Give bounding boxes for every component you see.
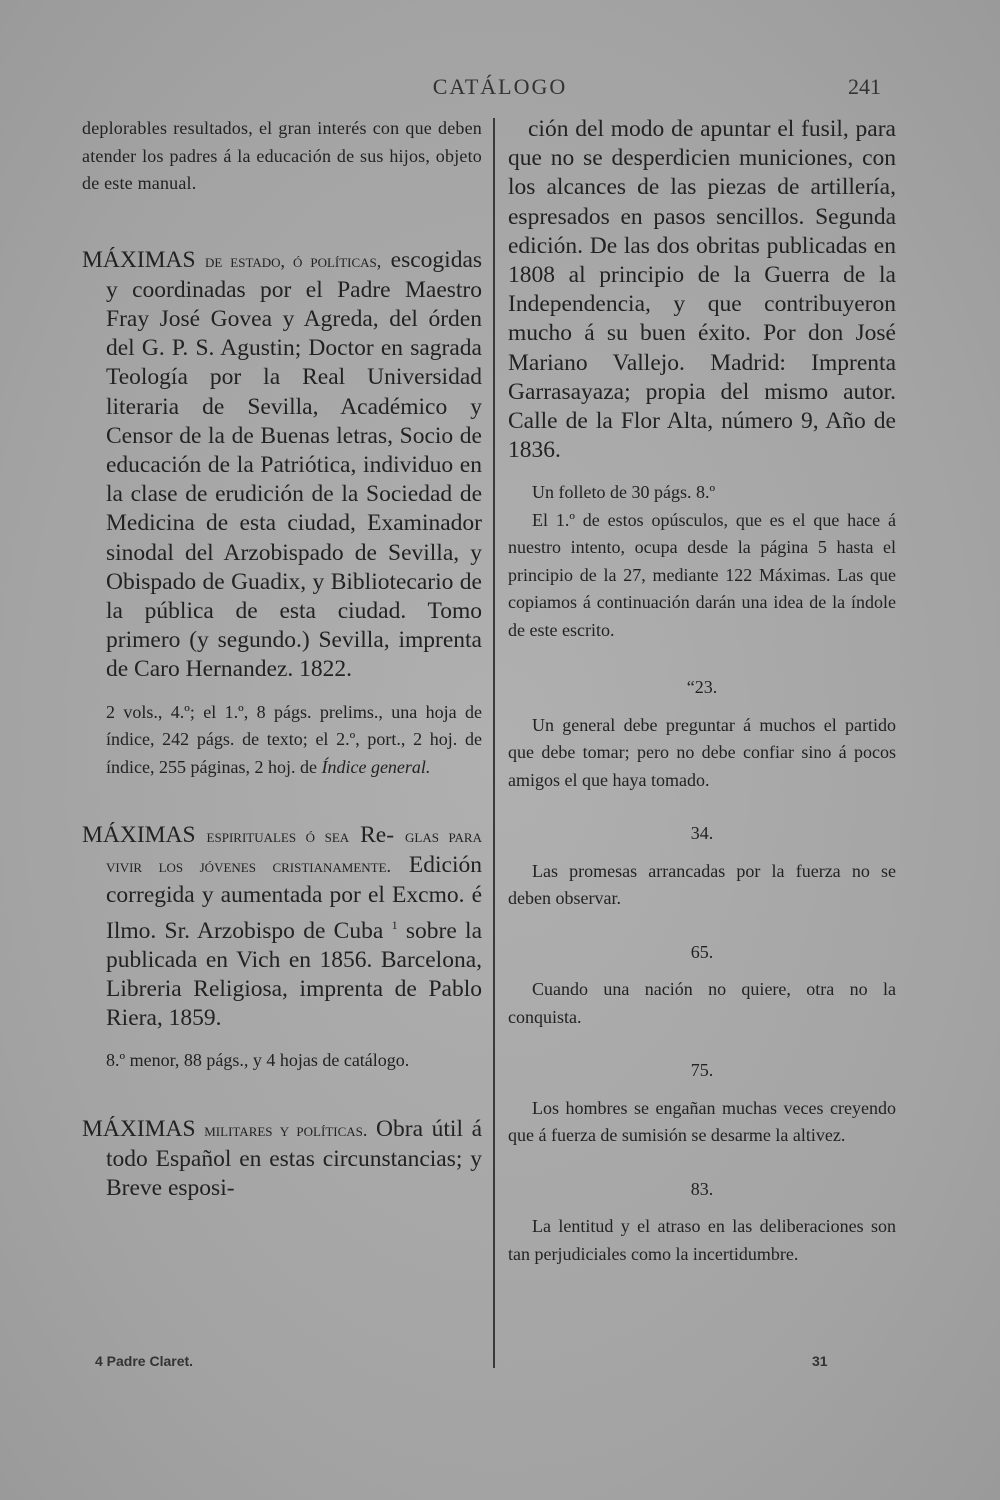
maxim-text: La lentitud y el atraso en las deliberaciones son tan perjudiciales como la incertidumbre. — [508, 1216, 896, 1264]
entry-heading-small-caps: de estado, ó políticas, — [204, 250, 382, 271]
maxim-text: Un general debe preguntar á muchos el partido que debe tomar; pero no debe confiar sino á pocos amigos el que haya tomado. — [508, 714, 896, 790]
note-text: 2 vols., 4.º; el 1.º, 8 págs. prelims., una hoja de índice, 242 págs. de texto; el 2.º, port., 2 hoj. de índice, 255 páginas, 2 hoj. de — [106, 701, 482, 777]
entry-commentary: El 1.º de estos opúsculos, que es el que hace á nuestro intento, ocupa desde la página 5 hasta el principio de la 27, mediante 122 Máximas. Las que copiamos á continuación darán una idea de la índole de este escrito. — [508, 509, 896, 640]
running-header-title: CATÁLOGO — [432, 74, 568, 99]
column-divider — [493, 118, 495, 1368]
catalog-entry-maximas-espirituales — [82, 821, 482, 1033]
signature-mark: 4 Padre Claret. — [95, 1353, 194, 1369]
page-number: 241 — [848, 74, 881, 99]
note-italic: Índice general. — [321, 756, 431, 777]
entry-heading-small-caps: espirituales ó sea — [206, 826, 350, 847]
maxim-text: Cuando una nación no quiere, otra no la conquista. — [508, 979, 896, 1027]
entry-body: escogidas y coordinadas por el Padre Maestro Fray José Govea y Agreda, del órden del G. P. S. Agustin; Doctor en sagrada Teología por la Real Universidad literaria de Sevilla, Académico y Censor de la de Buenas letras, Socio de educación de la Patriótica, individuo en la clase de erudición de la Sociedad de Medicina de esta ciudad, Examinador sinodal del Arzobispado de Sevilla, y Obispado de Guadix, y Bibliotecario de la pública de esta ciudad. Tomo primero (y segundo.) Sevilla, imprenta de Caro Hernandez. 1822. — [106, 246, 483, 683]
entry-heading-lead: MÁXIMAS — [82, 1115, 196, 1142]
entry-heading-small-caps: militares y políticas. — [204, 1119, 368, 1140]
right-column — [508, 115, 896, 1268]
maxim-number: 75. — [690, 1060, 714, 1081]
maxim-text: Los hombres se engañan muchas veces creyendo que á fuerza de sumisión se desarme la altivez. — [508, 1097, 896, 1146]
footnote-marker: 1 — [391, 917, 398, 932]
gathering-number: 31 — [812, 1353, 828, 1369]
maxims-list — [508, 674, 896, 1268]
maxim-text: Las promesas arrancadas por la fuerza no se deben observar. — [508, 860, 896, 909]
entry-body-cont: sobre la publicada en Vich en 1856. Barcelona, Libreria Religiosa, imprenta de Pablo Riera, 1859. — [106, 917, 483, 1032]
maxim-number: “23. — [686, 677, 718, 698]
maxim-number: 34. — [690, 823, 714, 844]
entry-physical-description: 8.º menor, 88 págs., y 4 hojas de catálogo. — [106, 1050, 410, 1071]
entry-physical-description — [82, 699, 482, 782]
entry-physical-description: Un folleto de 30 págs. 8.º — [532, 482, 716, 503]
maxim-number: 65. — [690, 941, 714, 962]
entry-continuation: ción del modo de apuntar el fusil, para que no se desperdicien municiones, con los alcances de las piezas de artillería, espresados en pasos sencillos. Segunda edición. De las dos obritas publicadas en 1808 al principio de la Guerra de la Independencia, y que contribuyeron mucho á su buen éxito. Por don José Mariano Vallejo. Madrid: Imprenta Garrasayaza; propia del mismo autor. Calle de la Flor Alta, número 9, Año de 1836. — [508, 116, 896, 464]
entry-heading-small-caps-cont: glas para vivir los jóvenes cristianamente. — [106, 826, 482, 877]
entry-body: Obra útil á todo Español en estas circunstancias; y Breve esposi- — [106, 1115, 483, 1202]
intro-paragraph: deplorables resultados, el gran interés con que deben atender los padres á la educación de sus hijos, objeto de este manual. — [82, 118, 482, 193]
entry-heading-cap: Re- — [360, 822, 395, 849]
left-column — [82, 115, 482, 1203]
maxim-number: 83. — [690, 1178, 714, 1199]
entry-heading-lead: MÁXIMAS — [82, 822, 196, 849]
entry-body: Edición corregida y aumentada por el Excmo. é Ilmo. Sr. Arzobispo de Cuba — [106, 852, 482, 944]
catalog-entry-maximas-de-estado — [82, 246, 482, 685]
entry-heading-lead: MÁXIMAS — [82, 246, 196, 273]
catalog-entry-maximas-militares — [82, 1115, 482, 1204]
